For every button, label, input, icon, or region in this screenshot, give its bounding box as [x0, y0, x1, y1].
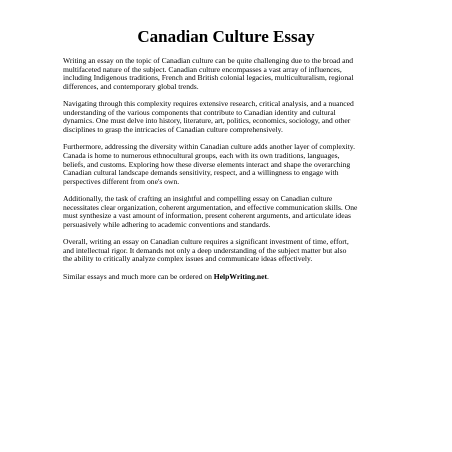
closing-suffix: . [267, 271, 269, 281]
text-line: understanding of the various components that contribute to Canadian identity and cultural [63, 107, 336, 117]
text-line: dynamics. One must delve into history, literature, art, politics, economics, sociology, and other [63, 116, 351, 126]
text-line: multifaceted nature of the subject. Canadian culture encompasses a vast array of influences, [63, 64, 342, 74]
text-line: the ability to critically analyze complex issues and communicate ideas effectively. [63, 254, 313, 264]
text-line: Navigating through this complexity requires extensive research, critical analysis, and a nuanced [63, 99, 354, 109]
closing-line [63, 273, 421, 282]
text-line: must synthesize a vast amount of information, present coherent arguments, and articulate ideas [63, 211, 351, 221]
text-line: Canadian cultural landscape demands sensitivity, respect, and a willingness to engage with [63, 168, 339, 178]
text-line: necessitates clear organization, coherent argumentation, and effective communication skills. One [63, 202, 358, 212]
paragraph-intro [63, 57, 421, 91]
text-line: Writing an essay on the topic of Canadian culture can be quite challenging due to the broad and [63, 56, 354, 65]
text-line: differences, and contemporary global trends. [63, 81, 199, 91]
page-title: Canadian Culture Essay [137, 27, 315, 46]
text-line: disciplines to grasp the intricacies of Canadian culture comprehensively. [63, 124, 283, 134]
essay-body [63, 57, 421, 290]
text-line: Additionally, the task of crafting an insightful and compelling essay on Canadian culture [63, 194, 333, 204]
text-line: Overall, writing an essay on Canadian culture requires a significant investment of time, effort, [63, 237, 349, 247]
closing-prefix: Similar essays and much more can be ordered on [63, 271, 214, 281]
text-line: Canada is home to numerous ethnocultural groups, each with its own traditions, languages, [63, 150, 340, 160]
text-line: persuasively while adhering to academic conventions and standards. [63, 219, 271, 229]
text-line: including Indigenous traditions, French and British colonial legacies, multiculturalism, regional [63, 73, 354, 83]
paragraph-diversity [63, 143, 421, 186]
paragraph-crafting [63, 195, 421, 229]
paragraph-overall [63, 238, 421, 264]
paragraph-complexity [63, 100, 421, 134]
text-line: perspectives different from one's own. [63, 176, 180, 186]
text-line: Furthermore, addressing the diversity within Canadian culture adds another layer of complexity. [63, 142, 355, 152]
text-line: beliefs, and customs. Exploring how these diverse elements interact and shape the overarching [63, 159, 351, 169]
site-link[interactable]: HelpWriting.net [213, 271, 268, 281]
text-line: and intellectual rigor. It demands not only a deep understanding of the subject matter but also [63, 245, 347, 255]
